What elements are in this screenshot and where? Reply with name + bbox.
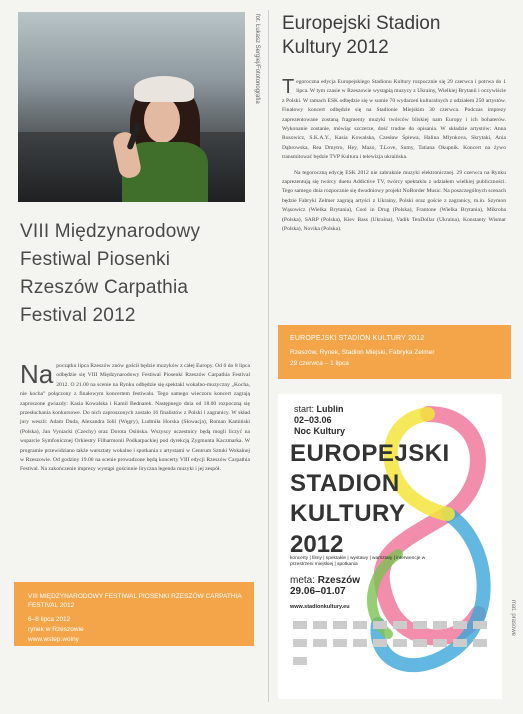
- right-info-title: EUROPEJSKI STADION KULTURY 2012: [290, 335, 425, 342]
- poster-start-dates: 02–03.06: [294, 415, 332, 425]
- sponsor-logo: [393, 639, 407, 647]
- poster-start-label: start:: [294, 404, 315, 414]
- sponsor-logo: [293, 657, 307, 665]
- sponsor-logo: [473, 639, 487, 647]
- right-title-line: Kultury 2012: [282, 37, 389, 58]
- right-paragraph-1: egoroczna edycja Europejskiego Stadionu Kultury rozpocznie się 29 czerwca i potrwa do 1 lipca. W tym czasie w Rzeszowie wystąpią muzycy z Ukrainy, Wielkiej Brytanii i oczywiście z Polski. W ramach ESK odbędzie się w sumie 70 wydarzeń kulturalnych z udziałem 250 artystów. Finałowy koncert odbędzie się na Stadionie Miejskim 30 czerwca. Podczas imprezy zaprezentowane zostaną fragmenty muzyki twórców bliskiej nam Europy i ich bohaterów. Wykonanie zostanie, mówiąc szczerze, dość trudne do opisania. W składzie artystów: Anna Rusowicz, S.K.A.Y., Kasia Kowalska, Czesław Śpiewa, Halina Mlynkova, Skrytaki, Ania Dąbrowska, Rea Dmytro, Hey, Mazo, T.Love, Sumy, Tatiana Okupnik. Koncert na żywo transmitować będzie TVP Kultura i telewizja ukraińska.: [282, 79, 506, 161]
- sponsor-logo: [453, 621, 467, 629]
- esk-poster: [278, 394, 502, 699]
- poster-url: www.stadionkultury.eu: [290, 604, 350, 610]
- sponsor-logo: [333, 621, 347, 629]
- left-article-body: [20, 359, 250, 475]
- sponsor-logo: [433, 639, 447, 647]
- poster-meta-dates: 29.06–01.07: [290, 586, 346, 597]
- sponsor-logos: [290, 618, 490, 678]
- drop-cap: Na: [20, 359, 54, 389]
- singer-hat: [134, 76, 194, 102]
- sponsor-logo: [293, 621, 307, 629]
- poster-big-line: STADION: [290, 470, 400, 497]
- sponsor-logo: [393, 621, 407, 629]
- column-divider: [268, 10, 269, 702]
- photo-credit: fot. Łukasz Sergiej/Fototonografia: [254, 14, 260, 104]
- sponsor-logo: [333, 639, 347, 647]
- sponsor-logo: [413, 639, 427, 647]
- left-info-box: [14, 582, 254, 646]
- sponsor-logo: [293, 639, 307, 647]
- poster-meta-label: meta:: [290, 575, 316, 586]
- right-info-box: [278, 325, 511, 379]
- left-info-website: www.wstep.wolny: [28, 636, 79, 643]
- sponsor-logo: [413, 621, 427, 629]
- sponsor-logo: [453, 639, 467, 647]
- singer-photo: [18, 12, 245, 202]
- right-title-line: Europejski Stadion: [282, 13, 441, 34]
- side-credit: mat. prasowe: [510, 600, 516, 637]
- left-article-title: [20, 218, 250, 330]
- sponsor-logo: [313, 639, 327, 647]
- right-paragraph: [282, 78, 506, 163]
- poster-meta-city: Rzeszów: [317, 575, 361, 586]
- sponsor-logo: [353, 621, 367, 629]
- poster-year: 2012: [290, 531, 344, 558]
- left-title-line: Festiwal Piosenki: [20, 249, 171, 270]
- sponsor-logo: [373, 621, 387, 629]
- poster-categories: koncerty | filmy | spektakle | wystawy | warsztaty | interwencje w przestrzeni miejskiej | spotkania: [290, 556, 426, 568]
- left-title-line: Festival 2012: [20, 305, 136, 326]
- right-info-dates: 29 czerwca – 1 lipca: [290, 360, 349, 367]
- sponsor-logo: [473, 621, 487, 629]
- poster-meta: [290, 575, 360, 586]
- right-paragraph-2: Na tegoroczną edycję ESK 2012 nie zabraknie muzyki elektronicznej. 29 czerwca na Rynku zaprezentują się twórcy duetu Addictive TV, twórcy spektaklu z udziałem wielkiej publiczności. Tego samego dnia rozpocznie się dwudniowy projekt NoBorder Music. Na poszczególnych scenach będzie Fabryki Zelmer zagrają artyści z Ukrainy, Polski oraz goście z zagranicy, m.in. Szymon Wąsowicz (Wielka Brytania), Cool in Drug (Polska), Frantone (Wielka Brytania), Mikroba (Polska), SARP (Polska), Kiev Bass (Ukraina), Vadik TenDollar (Ukraina), Konstanty Wismar (Polska), Novika (Polska).: [282, 169, 506, 233]
- singer-face: [144, 97, 180, 143]
- drop-cap: T: [282, 76, 295, 98]
- left-info-title: VIII MIĘDZYNARODOWY FESTIWAL PIOSENKI RZESZÓW CARPATHIA FESTIVAL 2012: [28, 593, 242, 609]
- poster-big-line: KULTURY: [290, 500, 406, 527]
- right-article-body: [282, 78, 506, 241]
- left-title-line: Rzeszów Carpathia: [20, 277, 189, 298]
- left-title-line: VIII Międzynarodowy: [20, 221, 201, 242]
- left-info-place: rynek w Rzeszowie: [28, 626, 84, 633]
- left-article-text: początku lipca Rzeszów znów gościł będzie muzyków z całej Europy. Od 6 do 8 lipca odbędzie się VIII Międzynarodowy Festiwal Piosenki Rzeszów Carpathia Festival 2012. O 21.00 na scenie na Rynku odbędzie się spektakl wokalno-muzyczny „Kocha, nie kocha” połączony z finałowym koncertem festiwalu. Tego samego wieczoru koncert zagrają zaproszone gwiazdy: Kasia Kowalska i Kamil Bednarek. Następnego dnia od 18.00 rozpoczną się przesłuchania konkursowe. Do nich zaproszonych zostało 16 finalistów z Polski i zagranicy. W skład jury weszli: Adam Duda, Alexandra Iolii (Węgry), Ludmiła Horska (Słowacja), Roman Kamiński (Polska), Jan Vyniacki (Czechy) oraz Dorota Osińska. Wszyscy uczestnicy będą mogli liczyć na wsparcie Symfonicznej Orkiestry Filharmonii Podkarpackiej pod dyrekcją Zygmunta Kaczmarka. W programie przewidziano także warsztaty wokalne i spotkania z artystami w Centrum Sztuki Wokalnej w Rzeszowie. Od godziny 19.00 na scenie prowadzone będą koncerty VIII edycji Rzeszów Carpathia Festival. Na zakończenie imprezy wystąpi gościnnie liryczna legenda muzyki i jej zespół.: [20, 363, 250, 473]
- sponsor-logo: [313, 621, 327, 629]
- sponsor-logo: [353, 639, 367, 647]
- poster-start-city: Lublin: [316, 404, 344, 414]
- left-info-dates: 6–8 lipca 2012: [28, 616, 71, 623]
- sponsor-logo: [373, 639, 387, 647]
- poster-start: [294, 404, 344, 414]
- right-article-title: [282, 12, 502, 60]
- poster-big-line: EUROPEJSKI: [290, 440, 450, 467]
- poster-night: Noc Kultury: [294, 426, 346, 436]
- right-info-places: Rzeszów, Rynek, Stadion Miejski, Fabryka Zelmer: [290, 349, 435, 356]
- sponsor-logo: [433, 621, 447, 629]
